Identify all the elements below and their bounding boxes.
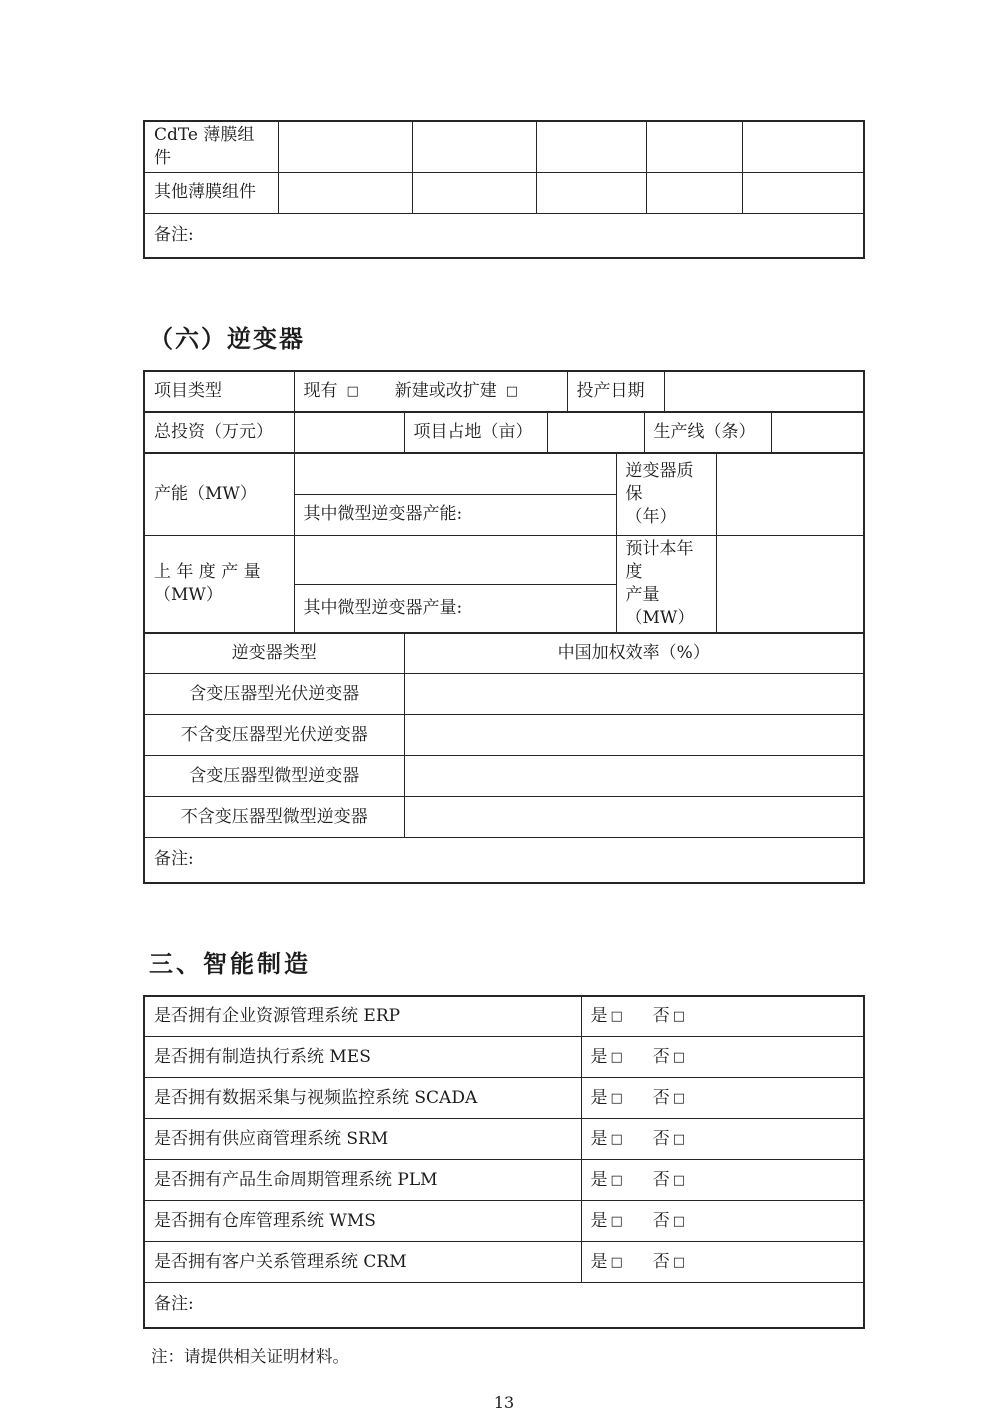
footnote: 注：请提供相关证明材料。 bbox=[151, 1346, 349, 1366]
answer-cell bbox=[581, 1242, 864, 1283]
yes-option: 是 □ bbox=[590, 1087, 623, 1108]
table-row-type-3 bbox=[144, 797, 864, 838]
table-row-erp bbox=[144, 996, 864, 1037]
input-cell[interactable] bbox=[404, 715, 864, 756]
input-cell[interactable] bbox=[536, 121, 646, 172]
question-label: 是否拥有供应商管理系统 SRM bbox=[144, 1119, 581, 1160]
no-checkbox[interactable]: □ bbox=[672, 1131, 686, 1147]
answer-cell bbox=[581, 996, 864, 1037]
row-label: CdTe 薄膜组件 bbox=[144, 121, 278, 172]
input-cell[interactable] bbox=[547, 412, 644, 453]
table-row-capacity bbox=[144, 453, 864, 494]
input-cell[interactable] bbox=[412, 172, 536, 213]
no-option: 否 □ bbox=[652, 1251, 686, 1272]
option-new-or-expanded: 新建或改扩建 □ bbox=[394, 381, 519, 402]
yes-option: 是 □ bbox=[590, 1251, 623, 1272]
input-cell[interactable] bbox=[278, 172, 412, 213]
table-row-remark bbox=[144, 1283, 864, 1328]
table-row-wms bbox=[144, 1201, 864, 1242]
remark-cell[interactable]: 备注: bbox=[144, 838, 864, 883]
row-label: 其他薄膜组件 bbox=[144, 172, 278, 213]
no-option: 否 □ bbox=[652, 1046, 686, 1067]
yes-checkbox[interactable]: □ bbox=[610, 1008, 623, 1024]
answer-cell bbox=[581, 1160, 864, 1201]
no-checkbox[interactable]: □ bbox=[672, 1172, 686, 1188]
option-existing: 现有 □ bbox=[303, 381, 359, 402]
type-label: 不含变压器型微型逆变器 bbox=[144, 797, 404, 838]
expected-output-label: 预计本年度 产量（MW） bbox=[616, 535, 716, 632]
section-title-inverter: （六）逆变器 bbox=[149, 324, 305, 354]
land-label: 项目占地（亩） bbox=[404, 412, 547, 453]
input-cell[interactable] bbox=[404, 756, 864, 797]
type-column-header: 逆变器类型 bbox=[144, 633, 404, 674]
new-or-expanded-checkbox[interactable]: □ bbox=[505, 384, 519, 400]
yes-checkbox[interactable]: □ bbox=[610, 1131, 623, 1147]
input-cell[interactable] bbox=[294, 453, 616, 494]
document-page bbox=[143, 0, 865, 1412]
page-number: 13 bbox=[493, 1392, 515, 1412]
yes-option: 是 □ bbox=[590, 1210, 623, 1231]
table-row-remark bbox=[144, 213, 864, 258]
production-date-label: 投产日期 bbox=[567, 371, 664, 412]
section-title-smart-manufacturing: 三、智能制造 bbox=[149, 949, 311, 978]
no-option: 否 □ bbox=[652, 1005, 686, 1026]
input-cell[interactable] bbox=[412, 121, 536, 172]
input-cell[interactable] bbox=[646, 172, 742, 213]
table-row-scada bbox=[144, 1078, 864, 1119]
table-row-project-type bbox=[144, 371, 864, 412]
answer-cell bbox=[581, 1078, 864, 1119]
inverter-table-investment-row bbox=[143, 411, 865, 454]
no-checkbox[interactable]: □ bbox=[672, 1213, 686, 1229]
project-type-options bbox=[294, 371, 567, 412]
no-option: 否 □ bbox=[652, 1169, 686, 1190]
answer-cell bbox=[581, 1037, 864, 1078]
efficiency-column-header: 中国加权效率（%） bbox=[404, 633, 864, 674]
yes-option: 是 □ bbox=[590, 1169, 623, 1190]
last-year-output-label: 上 年 度 产 量 （MW） bbox=[144, 535, 294, 632]
no-checkbox[interactable]: □ bbox=[672, 1090, 686, 1106]
table-row-plm bbox=[144, 1160, 864, 1201]
table-row-srm bbox=[144, 1119, 864, 1160]
lines-label: 生产线（条） bbox=[644, 412, 771, 453]
table-row-type-1 bbox=[144, 715, 864, 756]
yes-option: 是 □ bbox=[590, 1005, 623, 1026]
no-checkbox[interactable]: □ bbox=[672, 1049, 686, 1065]
yes-checkbox[interactable]: □ bbox=[610, 1254, 623, 1270]
answer-cell bbox=[581, 1201, 864, 1242]
investment-label: 总投资（万元） bbox=[144, 412, 294, 453]
input-cell[interactable] bbox=[404, 797, 864, 838]
inverter-table-header-row bbox=[143, 370, 865, 413]
question-label: 是否拥有数据采集与视频监控系统 SCADA bbox=[144, 1078, 581, 1119]
yes-checkbox[interactable]: □ bbox=[610, 1213, 623, 1229]
table-row-type-2 bbox=[144, 756, 864, 797]
thin-film-module-table bbox=[143, 120, 865, 259]
yes-checkbox[interactable]: □ bbox=[610, 1172, 623, 1188]
type-label: 含变压器型光伏逆变器 bbox=[144, 674, 404, 715]
table-row-cdte bbox=[144, 121, 864, 172]
input-cell[interactable] bbox=[404, 674, 864, 715]
input-cell[interactable] bbox=[294, 535, 616, 584]
type-label: 不含变压器型光伏逆变器 bbox=[144, 715, 404, 756]
question-label: 是否拥有产品生命周期管理系统 PLM bbox=[144, 1160, 581, 1201]
no-option: 否 □ bbox=[652, 1087, 686, 1108]
existing-checkbox[interactable]: □ bbox=[346, 384, 359, 400]
table-row-type-0 bbox=[144, 674, 864, 715]
table-row-last-year-output bbox=[144, 535, 864, 584]
project-type-label: 项目类型 bbox=[144, 371, 294, 412]
yes-option: 是 □ bbox=[590, 1046, 623, 1067]
question-label: 是否拥有制造执行系统 MES bbox=[144, 1037, 581, 1078]
answer-cell bbox=[581, 1119, 864, 1160]
type-label: 含变压器型微型逆变器 bbox=[144, 756, 404, 797]
inverter-capacity-output-table bbox=[143, 452, 865, 633]
micro-capacity-label[interactable]: 其中微型逆变器产能: bbox=[294, 494, 616, 535]
input-cell[interactable] bbox=[294, 412, 404, 453]
table-row-type-header bbox=[144, 633, 864, 674]
question-label: 是否拥有客户关系管理系统 CRM bbox=[144, 1242, 581, 1283]
capacity-label: 产能（MW） bbox=[144, 453, 294, 535]
input-cell[interactable] bbox=[742, 121, 864, 172]
micro-output-label[interactable]: 其中微型逆变器产量: bbox=[294, 584, 616, 633]
question-label: 是否拥有企业资源管理系统 ERP bbox=[144, 996, 581, 1037]
input-cell[interactable] bbox=[278, 121, 412, 172]
input-cell[interactable] bbox=[742, 172, 864, 213]
table-row-remark bbox=[144, 838, 864, 883]
no-checkbox[interactable]: □ bbox=[672, 1254, 686, 1270]
no-checkbox[interactable]: □ bbox=[672, 1008, 686, 1024]
table-row-investment bbox=[144, 412, 864, 453]
question-label: 是否拥有仓库管理系统 WMS bbox=[144, 1201, 581, 1242]
input-cell[interactable] bbox=[771, 412, 864, 453]
no-option: 否 □ bbox=[652, 1210, 686, 1231]
inverter-type-table bbox=[143, 632, 865, 884]
table-row-mes bbox=[144, 1037, 864, 1078]
input-cell[interactable] bbox=[536, 172, 646, 213]
smart-manufacturing-table bbox=[143, 995, 865, 1329]
input-cell[interactable] bbox=[646, 121, 742, 172]
remark-cell[interactable]: 备注: bbox=[144, 213, 864, 258]
yes-checkbox[interactable]: □ bbox=[610, 1049, 623, 1065]
warranty-label: 逆变器质保 （年） bbox=[616, 453, 716, 535]
yes-checkbox[interactable]: □ bbox=[610, 1090, 623, 1106]
table-row-crm bbox=[144, 1242, 864, 1283]
input-cell[interactable] bbox=[664, 371, 864, 412]
yes-option: 是 □ bbox=[590, 1128, 623, 1149]
remark-cell[interactable]: 备注: bbox=[144, 1283, 864, 1328]
no-option: 否 □ bbox=[652, 1128, 686, 1149]
input-cell[interactable] bbox=[716, 453, 864, 535]
input-cell[interactable] bbox=[716, 535, 864, 632]
table-row-other-film bbox=[144, 172, 864, 213]
